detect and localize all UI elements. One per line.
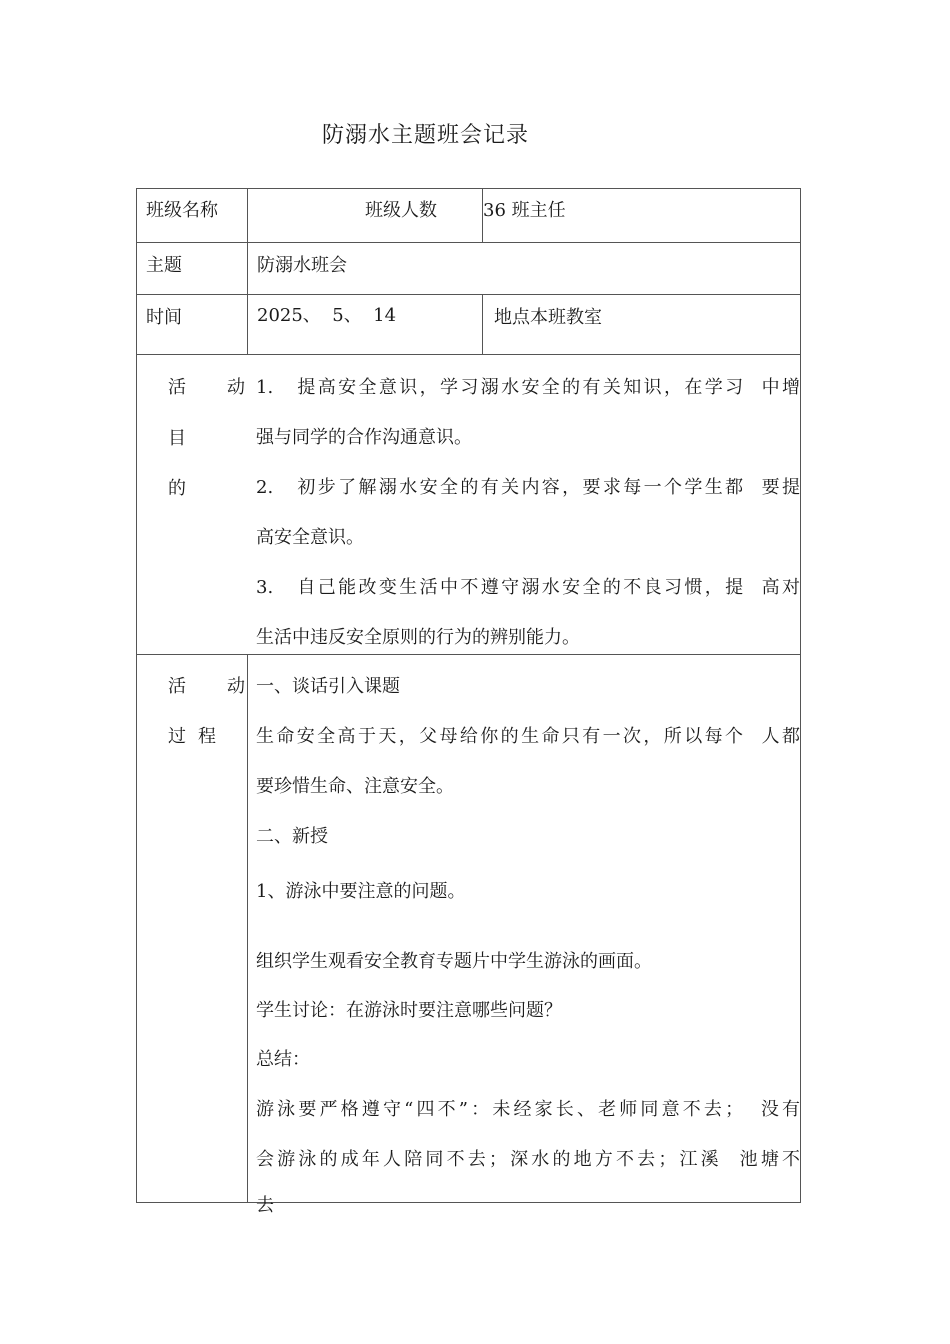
row-divider <box>136 354 801 355</box>
label-column-divider <box>247 654 248 1203</box>
process-label-char: 活 <box>168 676 186 697</box>
purpose-label-char: 目 <box>168 428 186 449</box>
process-line: 组织学生观看安全教育专题片中学生游泳的画面。 <box>256 951 652 972</box>
process-line-cut-off: 去 <box>256 1195 274 1216</box>
class-size-label: 班级人数 <box>365 200 437 221</box>
process-label-char: 过 <box>168 726 186 747</box>
process-line: 学生讨论：在游泳时要注意哪些问题？ <box>256 1000 562 1021</box>
row-divider <box>136 294 801 295</box>
table-border-top <box>136 188 801 189</box>
table-border-bottom <box>136 1202 801 1203</box>
table-border-left <box>136 188 137 1203</box>
process-line: 游泳要严格遵守“四不”：未经家长、老师同意不去； 没有 <box>256 1099 800 1120</box>
topic-value: 防溺水班会 <box>257 255 347 276</box>
purpose-line: 生活中违反安全原则的行为的辨别能力。 <box>256 627 580 648</box>
middle-column-divider <box>482 294 483 355</box>
time-label: 时间 <box>146 307 182 328</box>
purpose-line: 2. 初步了解溺水安全的有关内容，要求每一个学生都 要提 <box>256 477 800 498</box>
page-title: 防溺水主题班会记录 <box>322 123 530 148</box>
process-label-char: 程 <box>198 726 216 747</box>
purpose-label-char: 动 <box>227 377 245 398</box>
purpose-line: 1. 提高安全意识，学习溺水安全的有关知识，在学习 中增 <box>256 377 800 398</box>
class-name-label: 班级名称 <box>146 200 218 221</box>
purpose-line: 强与同学的合作沟通意识。 <box>256 427 472 448</box>
process-line: 二、新授 <box>256 826 328 847</box>
process-line: 生命安全高于天，父母给你的生命只有一次，所以每个 人都 <box>256 726 800 747</box>
purpose-line: 3. 自己能改变生活中不遵守溺水安全的不良习惯，提 高对 <box>256 577 800 598</box>
label-column-divider <box>247 188 248 355</box>
topic-label: 主题 <box>146 255 182 276</box>
place-label-value: 地点本班教室 <box>494 307 602 328</box>
purpose-line: 高安全意识。 <box>256 527 364 548</box>
process-line: 总结： <box>256 1049 310 1070</box>
process-line: 一、谈话引入课题 <box>256 676 400 697</box>
process-line: 会游泳的成年人陪同不去；深水的地方不去；江溪 池塘不 <box>256 1149 800 1170</box>
class-size-and-teacher: 36 班主任 <box>483 200 566 221</box>
row-divider <box>136 654 801 655</box>
time-value: 2025、 5、 14 <box>257 305 397 326</box>
table-border-right <box>800 188 801 1203</box>
process-line: 1、游泳中要注意的问题。 <box>256 881 466 902</box>
row-divider <box>136 242 801 243</box>
process-label-char: 动 <box>227 676 245 697</box>
purpose-label-char: 的 <box>168 478 186 499</box>
purpose-label-char: 活 <box>168 377 186 398</box>
process-line: 要珍惜生命、注意安全。 <box>256 776 454 797</box>
